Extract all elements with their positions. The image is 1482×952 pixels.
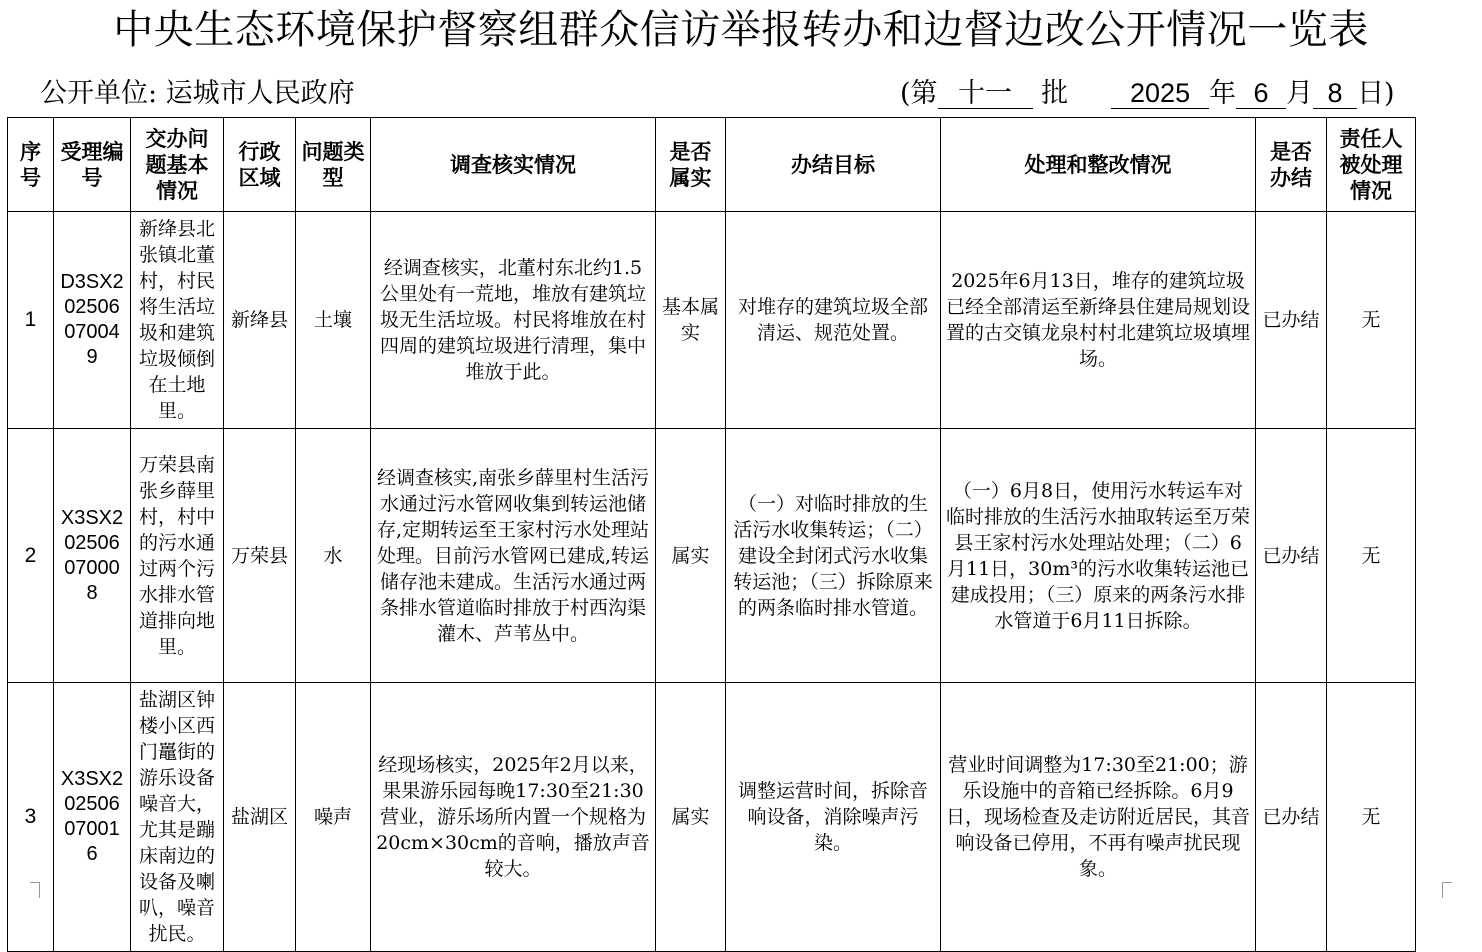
row-region: 新绛县	[224, 212, 296, 429]
header-target: 办结目标	[726, 118, 941, 212]
row-summary: 新绛县北张镇北董村，村民将生活垃圾和建筑垃圾倾倒在土地里。	[131, 212, 224, 429]
row-handling: 2025年6月13日，堆存的建筑垃圾已经全部清运至新绛县住建局规划设置的古交镇龙泉村村北建筑垃圾填埋场。	[941, 212, 1256, 429]
document-title: 中央生态环境保护督察组群众信访举报转办和边督边改公开情况一览表	[113, 7, 1369, 53]
row-investigation: 经调查核实,南张乡薛里村生活污水通过污水管网收集到转运池储存,定期转运至王家村污水处理站处理。目前污水管网已建成,转运储存池未建成。生活污水通过两条排水管道临时排放于村西沟渠灌木、芦苇丛中。	[371, 429, 656, 683]
header-handling: 处理和整改情况	[941, 118, 1256, 212]
row-investigation: 经调查核实，北董村东北约1.5公里处有一荒地，堆放有建筑垃圾无生活垃圾。村民将堆放在村四周的建筑垃圾进行清理，集中堆放于此。	[371, 212, 656, 429]
row-seq: 2	[8, 429, 54, 683]
header-closed: 是否办结	[1256, 118, 1327, 212]
row-handling: （一）6月8日，使用污水转运车对临时排放的生活污水抽取转运至万荣县王家村污水处理站处理；（二）6月11日，30m³的污水收集转运池已建成投用；（三）原来的两条污水排水管道于6月11日拆除。	[941, 429, 1256, 683]
row-handling: 营业时间调整为17:30至21:00；游乐设施中的音箱已经拆除。6月9日，现场检查及走访附近居民，其音响设备已停用，不再有噪声扰民现象。	[941, 683, 1256, 952]
row-type: 土壤	[296, 212, 371, 429]
row-target: 对堆存的建筑垃圾全部清运、规范处置。	[726, 212, 941, 429]
row-accountability: 无	[1327, 429, 1416, 683]
day-word: 日)	[1357, 78, 1395, 109]
batch-year: 2025	[1111, 78, 1209, 109]
batch-number: 十一	[938, 78, 1033, 109]
row-code: X3SX20250607000​8	[54, 429, 131, 683]
batch-day: 8	[1313, 78, 1357, 109]
row-verified: 属实	[656, 429, 726, 683]
row-closed: 已办结	[1256, 429, 1327, 683]
row-seq: 3	[8, 683, 54, 952]
batch-month: 6	[1236, 78, 1286, 109]
row-region: 万荣县	[224, 429, 296, 683]
row-type: 水	[296, 429, 371, 683]
table-row	[8, 683, 1416, 952]
row-type: 噪声	[296, 683, 371, 952]
row-summary: 盐湖区钟楼小区西门鼉街的游乐设备噪音大，尤其是蹦床南边的设备及喇叭，噪音扰民。	[131, 683, 224, 952]
header-investigation: 调查核实情况	[371, 118, 656, 212]
header-verified: 是否属实	[656, 118, 726, 212]
header-seq: 序号	[8, 118, 54, 212]
month-word: 月	[1286, 78, 1314, 109]
row-region: 盐湖区	[224, 683, 296, 952]
crop-mark-left-v	[39, 882, 40, 898]
batch-word: 批	[1041, 78, 1069, 109]
publishing-unit: 公开单位: 运城市人民政府	[40, 78, 355, 109]
row-verified: 基本属实	[656, 212, 726, 429]
crop-mark-right-v	[1442, 882, 1443, 898]
row-code: D3SX2025060700​49	[54, 212, 131, 429]
row-closed: 已办结	[1256, 212, 1327, 429]
crop-mark-right-h	[1442, 882, 1452, 883]
batch-info	[900, 75, 1395, 113]
header-code: 受理编号	[54, 118, 131, 212]
row-investigation: 经现场核实，2025年2月以来，果果游乐园每晚17:30至21:30营业，游乐场所内置一个规格为20cm×30cm的音响，播放声音较大。	[371, 683, 656, 952]
row-target: 调整运营时间，拆除音响设备，消除噪声污染。	[726, 683, 941, 952]
row-closed: 已办结	[1256, 683, 1327, 952]
header-summary: 交办问题基本情况	[131, 118, 224, 212]
row-accountability: 无	[1327, 683, 1416, 952]
header-accountability: 责任人被处理情况	[1327, 118, 1416, 212]
complaint-table	[7, 117, 1416, 952]
row-code: X3SX20250607001​6	[54, 683, 131, 952]
row-seq: 1	[8, 212, 54, 429]
header-region: 行政区域	[224, 118, 296, 212]
header-row	[8, 118, 1416, 212]
row-summary: 万荣县南张乡薛里村，村中的污水通过两个污水排水管道排向地里。	[131, 429, 224, 683]
row-target: （一）对临时排放的生活污水收集转运；（二）建设全封闭式污水收集转运池；（三）拆除原来的两条临时排水管道。	[726, 429, 941, 683]
batch-open: (第	[900, 78, 938, 109]
row-accountability: 无	[1327, 212, 1416, 429]
table-row	[8, 429, 1416, 683]
year-word: 年	[1209, 78, 1237, 109]
table-row	[8, 212, 1416, 429]
row-verified: 属实	[656, 683, 726, 952]
header-type: 问题类型	[296, 118, 371, 212]
